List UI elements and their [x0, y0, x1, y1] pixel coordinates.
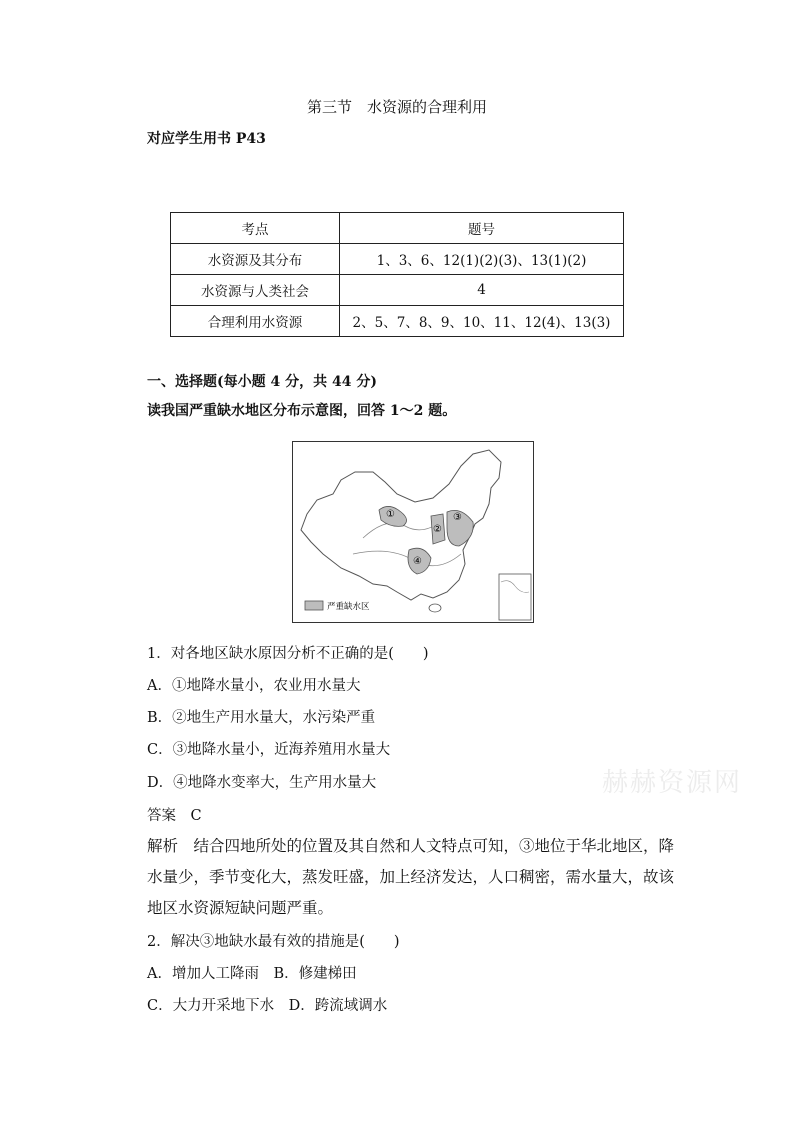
q2-options-row-2: C．大力开采地下水 D．跨流域调水 [147, 998, 388, 1014]
table-cell-topic: 水资源及其分布 [171, 244, 340, 275]
page-title: 第三节 水资源的合理利用 [306, 98, 487, 116]
legend-label: 严重缺水区 [327, 602, 370, 612]
q1-option-b: B．②地生产用水量大，水污染严重 [147, 710, 376, 726]
section-heading: 一、选择题(每小题 4 分，共 44 分) [147, 374, 377, 390]
book-reference: 对应学生用书 P43 [147, 131, 266, 147]
region-label-1: ① [386, 509, 395, 520]
q1-analysis-text: 解析 结合四地所处的位置及其自然和人文特点可知，③地位于华北地区，降水量少，季节变化大，蒸发旺盛，加上经济发达，人口稠密，需水量大，故该地区水资源短缺问题严重。 [147, 837, 675, 917]
region-label-3: ③ [453, 512, 462, 523]
header-topic: 考点 [171, 213, 340, 244]
q1-analysis [113, 831, 683, 924]
topic-table [170, 212, 624, 337]
legend-swatch [305, 601, 323, 610]
table-row [171, 275, 624, 306]
table-cell-topic: 合理利用水资源 [171, 306, 340, 337]
map-svg [293, 442, 533, 622]
q1-option-c: C．③地降水量小，近海养殖用水量大 [147, 742, 391, 758]
china-water-shortage-map [292, 441, 534, 623]
table-cell-numbers: 4 [340, 275, 624, 306]
q1-option-a: A．①地降水量小，农业用水量大 [147, 678, 361, 694]
question-2-stem: 2．解决③地缺水最有效的措施是( ) [147, 934, 400, 950]
table-row [171, 244, 624, 275]
table-header-row [171, 213, 624, 244]
q1-option-d: D．④地降水变率大，生产用水量大 [147, 775, 377, 791]
question-1-stem: 1．对各地区缺水原因分析不正确的是( ) [147, 646, 429, 662]
table-cell-numbers: 2、5、7、8、9、10、11、12(4)、13(3) [340, 306, 624, 337]
question-intro: 读我国严重缺水地区分布示意图，回答 1～2 题。 [147, 403, 457, 419]
header-question-numbers: 题号 [340, 213, 624, 244]
watermark: 赫赫资源网 [602, 768, 743, 798]
table-cell-topic: 水资源与人类社会 [171, 275, 340, 306]
region-label-4: ④ [413, 556, 422, 567]
table-cell-numbers: 1、3、6、12(1)(2)(3)、13(1)(2) [340, 244, 624, 275]
region-label-2: ② [433, 524, 442, 535]
q1-answer: 答案 C [147, 808, 202, 824]
table-row [171, 306, 624, 337]
hainan-island [429, 604, 441, 612]
q2-options-row-1: A．增加人工降雨 B．修建梯田 [147, 966, 357, 982]
